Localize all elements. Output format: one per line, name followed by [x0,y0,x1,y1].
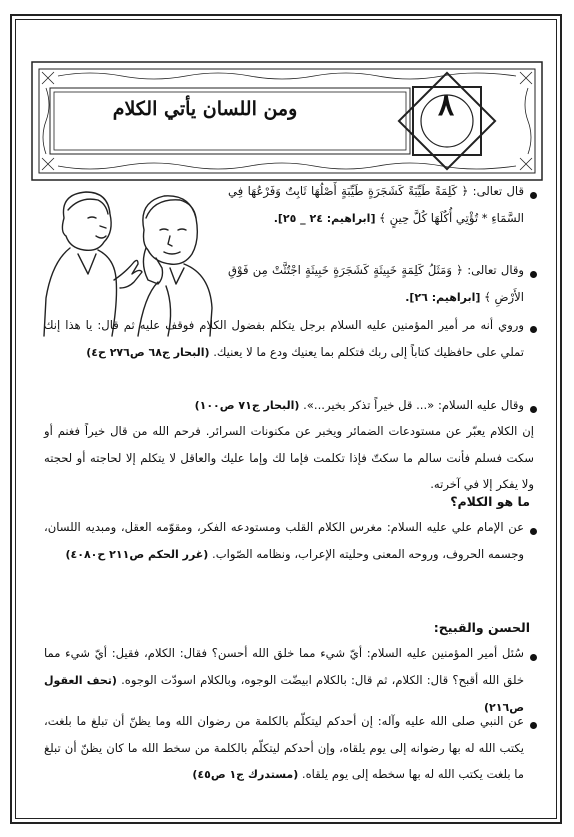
chapter-title: ومن اللسان يأتي الكلام [112,98,298,120]
verse-2-reference: [ابراهيم: ٢٦]. [405,290,481,304]
bullet-icon [530,722,537,729]
hadith-speak-good [44,392,524,420]
section-heading-what-is-speech: ما هو الكلام؟ [450,494,530,509]
hadith-passerby-text: وروي أنه مر أمير المؤمنين عليه السلام برجل يتكلم بفضول الكلام فوقف عليه ثم قال: يا هذا إنك تملي على حافظيك كتاباً إلى ربك فتكلم بما يعنيك ودع ما لا يعنيك. [44,318,524,359]
section2-hadith-1-reference: (تحف العقول ص٢١٦) [44,673,524,714]
verse-1-reference: [ابراهيم: ٢٤ _ ٢٥]. [273,211,376,225]
section2-hadith-2 [44,708,524,789]
bullet-icon [530,192,537,199]
section2-hadith-2-reference: (مستدرك ج١ ص٤٥) [192,768,299,781]
hadith-speak-good-text: وقال عليه السلام: «... قل خيراً تذكر بخير...». [303,398,524,412]
verse-1-text: قال تعالى: ﴿ كَلِمَةً طَيِّبَةً كَشَجَرَةٍ طَيِّبَةٍ أَصْلُهَا ثَابِتٌ وَفَرْعُهَا فِي السَّمَاءِ * تُؤْتِي أُكُلَهَا كُلَّ حِينٍ ﴾ [228,184,524,225]
section2-hadith-2-text: عن النبي صلى الله عليه وآله: إن أحدكم ليتكلّم بالكلمة من رضوان الله وما يظنّ أن تبلغ ما بلغت، يكتب الله له بها رضوانه إلى يوم يلقاه، وإن أحدكم ليتكلّم بالكلمة من سخط الله ما كان يظنّ أن تبلغ ما بلغت يكتب الله له بها سخطه إلى يوم يلقاه. [44,714,524,781]
bullet-icon [530,654,537,661]
hadith-speak-good-reference: (البحار ج٧١ ص١٠٠) [194,399,300,412]
section1-hadith [44,514,524,568]
bullet-icon [530,406,537,413]
section-heading-good-and-bad: الحسن والقبيح: [433,620,530,635]
section1-hadith-text: عن الإمام علي عليه السلام: مغرس الكلام القلب ومستودعه الفكر، ومقوّمه العقل، ومبديه اللسان، وجسمه الحروف، وروحه المعنى وحليته الإعراب، ونظامه الصّواب. [44,520,524,561]
bullet-icon [530,326,537,333]
quran-verse-1 [228,178,524,232]
hadith-passerby [44,312,524,366]
verse-2-text: وقال تعالى: ﴿ وَمَثَلُ كَلِمَةٍ خَبِيثَةٍ كَشَجَرَةٍ خَبِيثَةٍ اجْتُثَّتْ مِن فَوْقِ الأَرْضِ ﴾ [228,263,524,304]
section1-hadith-reference: (غرر الحكم ص٢١١ ح٤٠٨٠) [65,547,209,561]
bullet-icon [530,528,537,535]
intro-paragraph: إن الكلام يعبّر عن مستودعات الضمائر ويخبر عن مكنونات السرائر. فرحم الله من قال خيراً فغنم أو سكت فسلم فأنت سالم ما سكتّ فإذا تكلمت فإما لك وإما عليك والعاقل لا يتكلم إلا لحاجته أو لحجته ولا يفكر إلا في آخرته. [44,424,534,491]
section2-hadith-1-text: سُئل أمير المؤمنين عليه السلام: أيّ شيء مما خلق الله أحسن؟ فقال: الكلام، فقيل: أيّ شيء مما خلق الله أقبح؟ قال: الكلام، ثم قال: بالكلام ابيضّت الوجوه، وبالكلام اسودّت الوجوه. [44,646,524,687]
chapter-number: ٨ [437,88,455,123]
hadith-passerby-reference: (البحار ج٦٨ ص٢٧٦ ح٤) [86,345,210,359]
bullet-icon [530,271,537,278]
quran-verse-2 [228,257,524,311]
